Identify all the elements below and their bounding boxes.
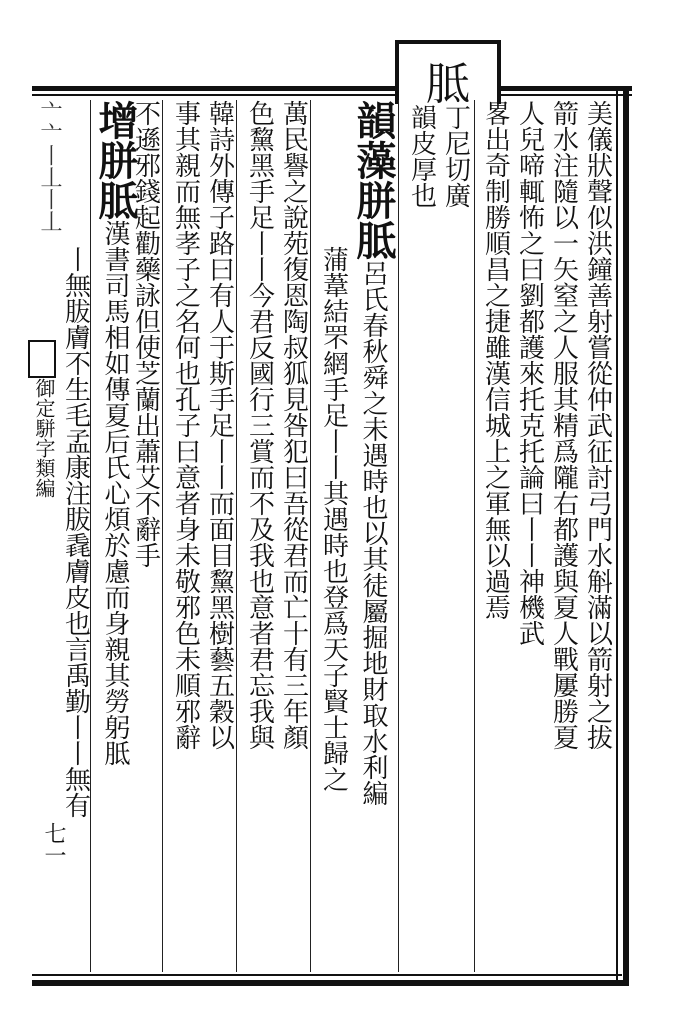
frame-bottom-inner-rule — [32, 974, 622, 976]
text-column-10: 色黧黑手足丨丨今君反國行三賞而不及我也意者君忘我與 — [244, 100, 275, 750]
text-column-6: 韻皮厚也 — [406, 104, 437, 208]
text-column-2: 箭水注隨以一矢窒之人服其精爲隴右都護與夏人戰屢勝夏 — [548, 100, 579, 750]
heading-tab — [395, 40, 501, 110]
text-column-8: 蒲葦結罘網手足丨丨其遇時也登爲天子賢士歸之 — [318, 246, 349, 792]
text-column-11: 韓詩外傳子路曰有人于斯手足丨丨而面目黧黑樹藝五穀以 — [204, 100, 235, 750]
text-column-16-visible: 丨無胈膚不生毛孟康注胈毳膚皮也言禹勤丨丨無有 — [60, 246, 91, 818]
text-column-12: 事其親而無孝子之名何也孔子曰意者身未敬邪色未順邪辭 — [170, 100, 201, 750]
text-column-1: 美儀狀聲似洪鐘善射嘗從仲武征討弓門水斛滿以箭射之拔 — [582, 100, 613, 750]
spine-title: 御定駢字類編 — [32, 378, 56, 498]
column-rule — [398, 100, 399, 972]
column-rule — [474, 100, 475, 972]
frame-right-inner-rule — [616, 86, 618, 986]
text-column-7 — [350, 100, 397, 806]
text-column-13: 不遜邪錢起勸藥詠但使芝蘭出蕭艾不辭手 — [130, 100, 161, 568]
text-column-9 — [276, 100, 311, 750]
text-column-3: 人兒啼輒怖之曰劉都護來托克托論曰丨丨神機武 — [514, 100, 545, 646]
page-number: 七一 — [41, 822, 66, 866]
frame-right-rule — [623, 86, 629, 986]
entry-text: 說苑復恩陶叔狐見咎犯曰吾從君而亡十有三年顏 — [278, 204, 309, 750]
entry-heading: 韻藻胼胝 — [350, 100, 397, 260]
text-column-5: 丁尼切廣 — [440, 104, 471, 208]
frame-top-rule — [32, 86, 632, 91]
left-edge-marks: 亠亠丨丄丨丄 — [37, 100, 62, 232]
heading-character: 胝 — [426, 59, 470, 110]
text-column-4: 畧出奇制勝順昌之捷雖漢信城上之軍無以過焉 — [480, 100, 511, 620]
frame-bottom-rule — [32, 980, 629, 986]
spine-box — [28, 340, 56, 378]
entry-text: 呂氏春秋舜之未遇時也以其徒屬掘地財取水利編 — [358, 260, 388, 806]
entry-heading: 增胼胝 — [92, 100, 139, 220]
frame-top-inner-rule — [32, 94, 632, 96]
entry-heading: 萬民譽之 — [278, 100, 309, 204]
text-column-15 — [92, 100, 139, 766]
entry-text: 漢書司馬相如傳夏后氏心煩於慮而身親其勞躬胝 — [100, 220, 130, 766]
